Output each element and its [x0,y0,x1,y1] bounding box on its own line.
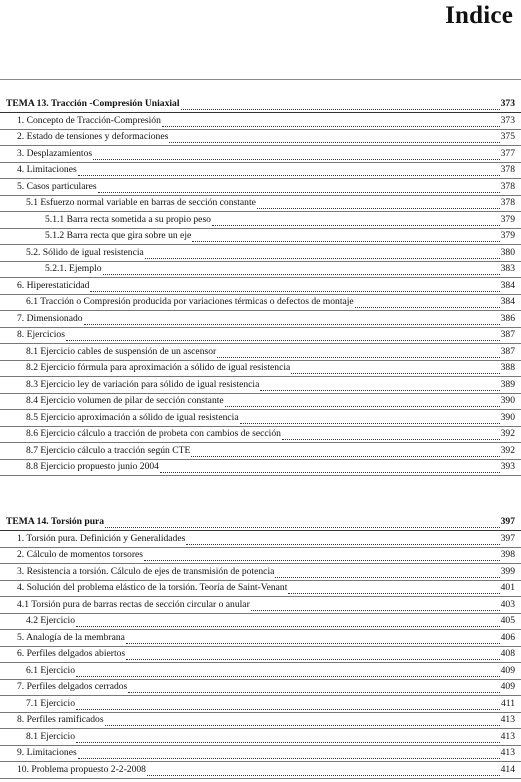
dot-leader [78,175,500,176]
toc-entry[interactable] [0,548,521,564]
dot-leader [90,291,499,292]
toc-entry-label: 4. Limitaciones [17,164,77,175]
toc-page-number: 397 [500,516,515,527]
toc-entry-label: 10. Problema propuesto 2-2-2008 [17,763,146,775]
toc-entry[interactable] [0,444,521,460]
dot-leader [76,626,500,627]
toc-page-number: 398 [500,549,515,560]
toc-entry-label: 7. Dimensionado [17,312,83,324]
top-rule [0,79,521,80]
toc-entry-label: 5.1 Esfuerzo normal variable en barras de sección constante [26,197,256,208]
toc-entry[interactable] [0,279,521,295]
dot-leader [105,527,500,528]
toc-entry-label: 5.1.1 Barra recta sometida a su propio peso [45,213,211,225]
toc-entry[interactable] [0,598,521,614]
dot-leader [260,390,499,391]
toc-entry-label: 8.7 Ejercicio cálculo a tracción según CTE [26,444,191,456]
toc-entry[interactable] [0,163,521,179]
toc-entry-label: 8.5 Ejercicio aproximación a sólido de igual resistencia [26,411,239,423]
dot-leader [126,659,499,660]
toc-page-number: 399 [500,565,515,577]
toc-entry-label: 7.1 Ejercicio [26,697,76,709]
dot-leader [98,192,500,193]
toc-entry[interactable] [0,312,521,328]
dot-leader [217,357,499,358]
toc-entry[interactable] [0,746,521,762]
toc-entry[interactable] [0,213,521,229]
toc-page-number: 378 [500,197,515,208]
dot-leader [160,472,500,473]
toc-entry-label: 1. Concepto de Tracción-Compresión [17,114,161,126]
dot-leader [76,742,500,743]
toc-page-number: 392 [500,444,515,456]
toc-entry[interactable] [0,460,521,476]
toc-entry-label: 2. Estado de tensiones y deformaciones [17,131,169,142]
toc-entry-label: 6.1 Ejercicio [26,664,76,676]
toc-entry[interactable] [0,114,521,130]
toc-entry[interactable] [0,345,521,361]
toc-page-number: 387 [500,345,515,357]
toc-entry[interactable] [0,295,521,311]
toc-entry-label: TEMA 13. Tracción -Compresión Uniaxial [6,98,180,109]
toc-entry-label: 8.2 Ejercicio fórmula para aproximación a sólido de igual resistencia [26,362,291,373]
toc-page-number: 390 [500,411,515,423]
toc-page-number: 383 [500,263,515,274]
toc-entry[interactable] [0,713,521,729]
toc-page-number: 409 [500,664,515,676]
toc-page-number: 378 [500,164,515,175]
toc-entry-label: 7. Perfiles delgados cerrados [17,681,128,692]
toc-page-number: 405 [500,615,515,626]
toc-page-number: 401 [500,582,515,593]
toc-entry-label: 5.1.2 Barra recta que gira sobre un eje [45,230,192,241]
toc-entry-label: 8. Ejercicios [17,329,65,340]
toc-entry-label: 8.1 Ejercicio [26,730,76,742]
dot-leader [225,406,500,407]
toc-page-number: 413 [500,714,515,725]
toc-entry-label: 6. Hiperestaticidad [17,279,90,291]
toc-entry[interactable] [0,180,521,196]
toc-entry[interactable] [0,196,521,212]
dot-leader [66,340,500,341]
dot-leader [126,643,500,644]
toc-page-number: 388 [500,362,515,373]
toc-page-number: 413 [500,730,515,742]
dot-leader [257,208,500,209]
dot-leader [240,423,500,424]
toc-entry-label: 9. Limitaciones [17,747,77,758]
dot-leader [186,544,499,545]
toc-entry[interactable] [0,664,521,680]
dot-leader [78,758,500,759]
row-underline [0,778,521,779]
toc-entry-label: 3. Resistencia a torsión. Cálculo de ejes de transmisión de potencia [17,565,275,577]
dot-leader [162,126,500,127]
toc-page-number: 403 [500,598,515,610]
toc-chapter-heading[interactable] [0,515,521,531]
index-title: Indice [445,2,513,29]
dot-leader [128,692,499,693]
toc-entry[interactable] [0,328,521,344]
dot-leader [192,241,499,242]
toc-page-number: 393 [500,461,515,472]
toc-page-number: 387 [500,329,515,340]
toc-entry[interactable] [0,411,521,427]
dot-leader [93,159,499,160]
dot-leader [275,577,499,578]
toc-page-number: 380 [500,246,515,258]
toc-entry-label: 8.8 Ejercicio propuesto junio 2004 [26,461,159,472]
toc-page-number: 392 [500,428,515,439]
toc-page-number: 379 [500,213,515,225]
toc-entry[interactable] [0,147,521,163]
toc-chapter-heading[interactable] [0,97,521,113]
toc-entry[interactable] [0,427,521,443]
toc-entry[interactable] [0,229,521,245]
row-underline [0,475,521,476]
toc-entry[interactable] [0,246,521,262]
toc-page-number: 384 [500,296,515,307]
toc-entry[interactable] [0,730,521,746]
toc-entry[interactable] [0,394,521,410]
dot-leader [84,324,500,325]
toc-entry[interactable] [0,631,521,647]
dot-leader [282,439,500,440]
toc-entry[interactable] [0,680,521,696]
toc-entry-label: 2. Cálculo de momentos torsores [17,549,144,560]
toc-page-number: 373 [500,114,515,126]
toc-page-number: 375 [500,131,515,142]
toc-entry-label: 6.1 Tracción o Compresión producida por variaciones térmicas o defectos de montaje [26,296,354,307]
toc-page-number: 408 [500,648,515,659]
dot-leader [76,709,500,710]
toc-entry-label: 8.4 Ejercicio volumen de pilar de sección constante [26,395,224,406]
toc-entry-label: 8. Perfiles ramificados [17,714,104,725]
toc-entry[interactable] [0,130,521,146]
toc-entry-label: TEMA 14. Torsión pura [6,516,105,527]
toc-entry-label: 4.2 Ejercicio [26,615,76,626]
toc-entry[interactable] [0,581,521,597]
toc-entry-label: 5.2. Sólido de igual resistencia [26,246,144,258]
toc-page-number: 406 [500,631,515,643]
toc-page-number: 384 [500,279,515,291]
dot-leader [105,725,500,726]
dot-leader [169,142,499,143]
toc-entry-label: 8.1 Ejercicio cables de suspensión de un ascensor [26,345,217,357]
toc-page-number: 379 [500,230,515,241]
toc-page-number: 373 [500,98,515,109]
toc-entry[interactable] [0,532,521,548]
toc-entry-label: 5. Casos particulares [17,180,97,192]
toc-entry[interactable] [0,697,521,713]
toc-page-number: 377 [500,147,515,159]
dot-leader [144,560,500,561]
dot-leader [103,274,500,275]
toc-entry-label: 5.2.1. Ejemplo [45,263,102,274]
toc-entry[interactable] [0,647,521,663]
dot-leader [76,676,500,677]
toc-page-number: 411 [500,697,515,709]
dot-leader [355,307,500,308]
toc-page-number: 378 [500,180,515,192]
toc-page-number: 414 [500,763,515,775]
toc-page-number: 390 [500,395,515,406]
toc-page-number: 409 [500,681,515,692]
toc-entry[interactable] [0,565,521,581]
toc-page-number: 386 [500,312,515,324]
toc-entry[interactable] [0,614,521,630]
toc-page-number: 397 [500,532,515,544]
toc-entry[interactable] [0,378,521,394]
dot-leader [181,109,500,110]
toc-entry-label: 8.3 Ejercicio ley de variación para sólido de igual resistencia [26,378,260,390]
dot-leader [251,610,500,611]
toc-entry-label: 8.6 Ejercicio cálculo a tracción de probeta con cambios de sección [26,428,281,439]
toc-entry[interactable] [0,361,521,377]
toc-entry-label: 1. Torsión pura. Definición y Generalidades [17,532,186,544]
dot-leader [288,593,499,594]
toc-page-number: 389 [500,378,515,390]
toc-entry[interactable] [0,763,521,779]
toc-entry-label: 6. Perfiles delgados abiertos [17,648,126,659]
dot-leader [147,775,500,776]
toc-entry-label: 5. Analogía de la membrana [17,631,125,643]
dot-leader [145,258,500,259]
toc-entry-label: 4. Solución del problema elástico de la torsión. Teoría de Saint-Venant [17,582,288,593]
dot-leader [291,373,499,374]
toc-page-number: 413 [500,747,515,758]
toc-entry[interactable] [0,262,521,278]
toc-entry-label: 3. Desplazamientos [17,147,93,159]
dot-leader [191,456,499,457]
dot-leader [212,225,500,226]
toc-entry-label: 4.1 Torsión pura de barras rectas de sección circular o anular [17,598,250,610]
